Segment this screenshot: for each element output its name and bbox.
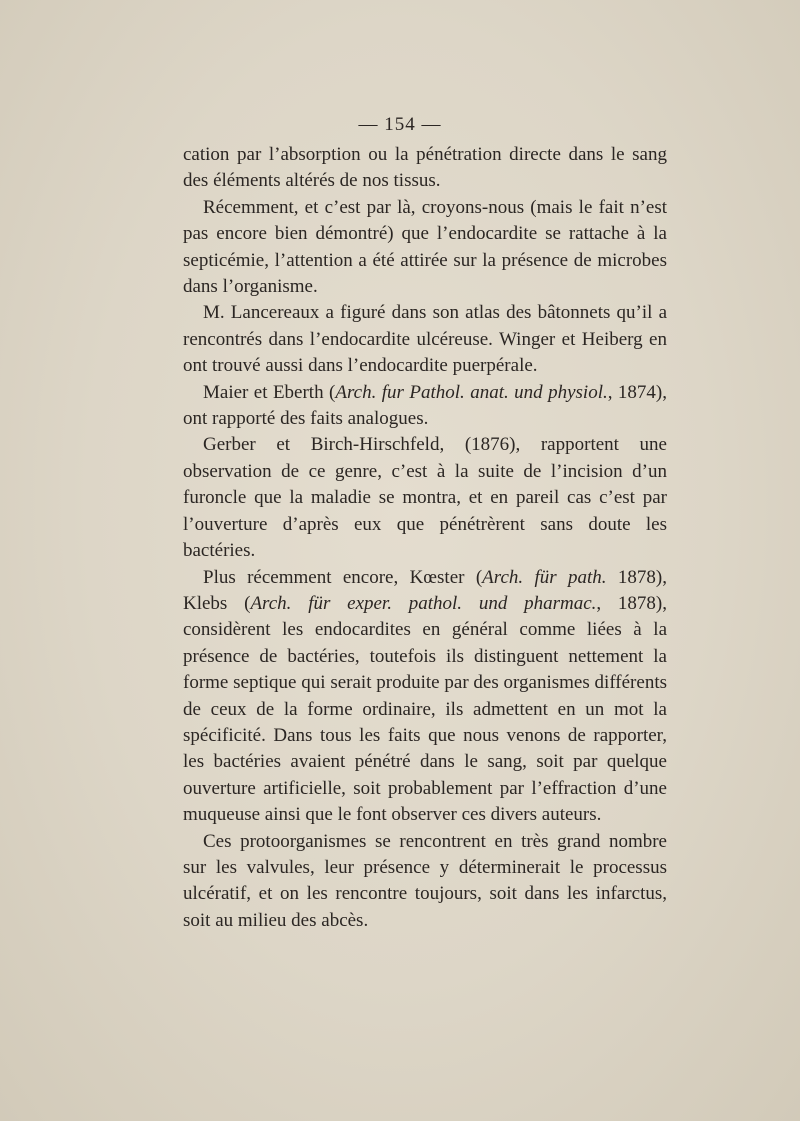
paragraph <box>183 829 667 935</box>
paragraph <box>183 142 667 195</box>
text-segment: , 1878), considèrent les endocardites en général comme liées à la présence de bactéries, toutefois ils distinguent nettement la forme septique qui serait produite par des organismes différents de ceux de la forme ordinaire, ils admettent en un mot la spécificité. Dans tous les faits que nous venons de rapporter, les bactéries avaient pénétré dans le sang, soit par quelque ouverture artificielle, soit probablement par l’effraction d’une muqueuse ainsi que le font observer ces divers auteurs. <box>183 592 668 826</box>
text-segment: Gerber et Birch-Hirschfeld, (1876), rapportent une observation de ce genre, c’est à la suite de l’incision d’un furoncle que la maladie se montra, et en pareil cas c’est par l’ouverture d’après eux que pénétrèrent sans doute les bactéries. <box>183 434 667 562</box>
paragraph <box>183 380 667 433</box>
text-segment: M. Lancereaux a figuré dans son atlas des bâtonnets qu’il a rencontrés dans l’endocardite ulcéreuse. Winger et Heiberg en ont trouvé aussi dans l’endocardite puerpérale. <box>183 302 667 377</box>
paragraph <box>183 195 667 301</box>
body-text <box>183 142 667 934</box>
citation-italic: Arch. für path. <box>482 566 607 588</box>
text-segment: Plus récemment encore, Kœster ( <box>203 566 483 588</box>
paragraph <box>183 300 667 379</box>
paragraph <box>183 432 667 564</box>
page-number: — 154 — <box>358 114 442 135</box>
text-segment: 1878), Klebs ( <box>183 566 667 614</box>
paragraph <box>183 565 667 829</box>
text-segment: , 1874), ont rapporté des faits analogues. <box>183 381 667 430</box>
text-segment: Maier et Eberth ( <box>203 381 336 403</box>
text-segment: Récemment, et c’est par là, croyons-nous (mais le fait n’est pas encore bien démontré) que l’endocardite se rattache à la septicémie, l’attention a été attirée sur la présence de microbes dans l’organisme. <box>183 196 667 298</box>
citation-italic: Arch. fur Pathol. anat. und physiol. <box>335 381 608 403</box>
text-segment: Ces protoorganismes se rencontrent en très grand nombre sur les valvules, leur présence y déterminerait le processus ulcératif, et on les rencontre toujours, soit dans les infarctus, soit au milieu des abcès. <box>183 830 667 931</box>
citation-italic: Arch. für exper. pathol. und pharmac. <box>250 592 597 614</box>
text-segment: cation par l’absorption ou la pénétration directe dans le sang des éléments altérés de nos tissus. <box>183 144 667 192</box>
